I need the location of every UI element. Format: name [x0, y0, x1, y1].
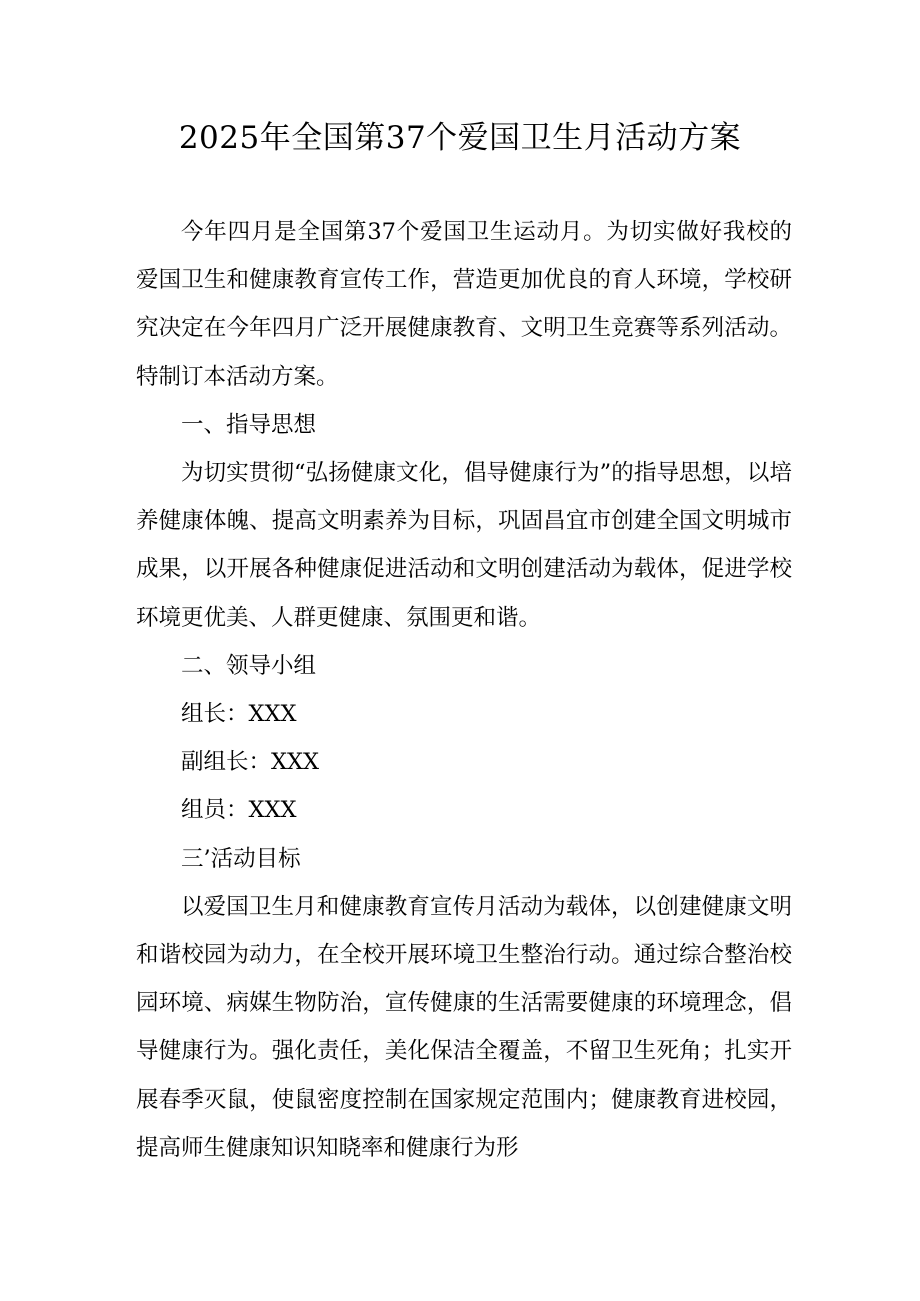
- intro-paragraph: 今年四月是全国第37个爱国卫生运动月。为切实做好我校的爱国卫生和健康教育宣传工作，营造更加优良的育人环境，学校研究决定在今年四月广泛开展健康教育、文明卫生竞赛等系列活动。特制订本活动方案。: [136, 219, 792, 390]
- section-heading-guiding-ideology: 一、指导思想: [181, 411, 317, 438]
- activity-goals-paragraph: 以爱国卫生月和健康教育宣传月活动为载体，以创建健康文明和谐校园为动力，在全校开展环境卫生整治行动。通过综合整治校园环境、病媒生物防治，宣传健康的生活需要健康的环境理念，倡导健康行为。强化责任，美化保洁全覆盖，不留卫生死角；扎实开展春季灭鼠，使鼠密度控制在国家规定范围内；健康教育进校园，提高师生健康知识知晓率和健康行为形: [136, 893, 792, 1161]
- section-heading-leadership-group: 二、领导小组: [181, 652, 317, 679]
- document-body: [136, 208, 792, 1172]
- document-title: 2025年全国第37个爱国卫生月活动方案: [178, 120, 742, 156]
- section-heading-activity-goals: 三’活动目标: [181, 845, 301, 872]
- deputy-leader-line: 副组长：XXX: [181, 749, 320, 776]
- members-line: 组员：XXX: [181, 797, 297, 824]
- leader-line: 组长：XXX: [181, 701, 297, 728]
- guiding-ideology-paragraph: 为切实贯彻“弘扬健康文化，倡导健康行为”的指导思想，以培养健康体魄、提高文明素养为目标，巩固昌宜市创建全国文明城市成果，以开展各种健康促进活动和文明创建活动为载体，促进学校环境更优美、人群更健康、氛围更和谐。: [136, 460, 792, 631]
